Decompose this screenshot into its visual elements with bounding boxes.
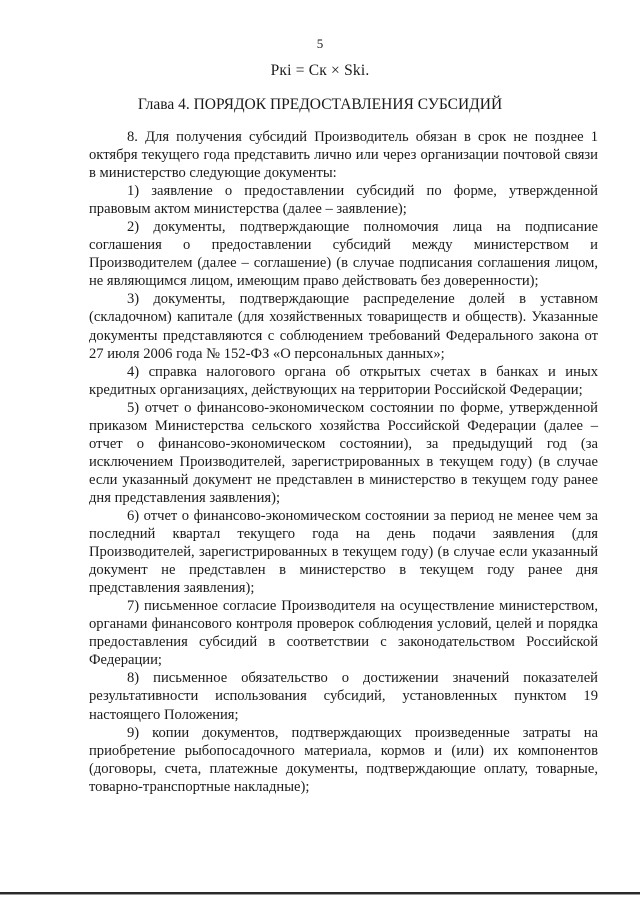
list-item-8: 8) письменное обязательство о достижении значений показателей результативности использования субсидий, установленных пунктом 19 настоящего Положения; — [89, 670, 598, 723]
list-item-3: 3) документы, подтверждающие распределение долей в уставном (складочном) капитале (для хозяйственных товариществ и обществ). Указанные документы представляются с соблюдением требований Федерального закона от 27 июля 2006 года № 152-ФЗ «О персональных данных»; — [89, 291, 598, 362]
list-item-6: 6) отчет о финансово-экономическом состоянии за период не менее чем за последний квартал текущего года на день подачи заявления (для Производителей, зарегистрированных в текущем году) (в случае если указанный документ не представлен в министерство в текущем году ранее дня представления заявления); — [89, 507, 598, 597]
list-item-5: 5) отчет о финансово-экономическом состоянии по форме, утвержденной приказом Министерства сельского хозяйства Российской Федерации (далее – отчет о финансово-экономическом состоянии), за предыдущий год (за исключением Производителей, зарегистрированных в текущем году) (в случае если указанный документ не представлен в министерство в текущем году ранее дня представления заявления); — [89, 399, 598, 506]
list-item-7: 7) письменное согласие Производителя на осуществление министерством, органами финансового контроля проверок соблюдения условий, целей и порядка предоставления субсидий в соответствии с законодательством Российской Федерации; — [89, 598, 598, 669]
list-item-9: 9) копии документов, подтверждающих произведенные затраты на приобретение рыбопосадочного материала, кормов и (или) их компонентов (договоры, счета, платежные документы, подтверждающие оплату, товарные, товарно-транспортные накладные); — [89, 724, 598, 795]
scan-edge-shadow — [0, 894, 640, 895]
list-item-4: 4) справка налогового органа об открытых счетах в банках и иных кредитных организациях, действующих на территории Российской Федерации; — [89, 363, 598, 398]
body-text — [89, 128, 598, 796]
list-item-2: 2) документы, подтверждающие полномочия лица на подписание соглашения о предоставлении субсидий между министерством и Производителем (далее – соглашение) (в случае подписания соглашения лицом, не являющимся лицом, имеющим право действовать без доверенности); — [89, 219, 598, 290]
page-number: 5 — [316, 36, 324, 51]
list-item-1: 1) заявление о предоставлении субсидий по форме, утвержденной правовым актом министерства (далее – заявление); — [89, 183, 598, 218]
chapter-title: Глава 4. ПОРЯДОК ПРЕДОСТАВЛЕНИЯ СУБСИДИЙ — [137, 96, 503, 113]
formula: Pкi = Cк × Ski. — [270, 62, 370, 79]
paragraph-8: 8. Для получения субсидий Производитель обязан в срок не позднее 1 октября текущего года представить лично или через организации почтовой связи в министерство следующие документы: — [89, 129, 598, 182]
